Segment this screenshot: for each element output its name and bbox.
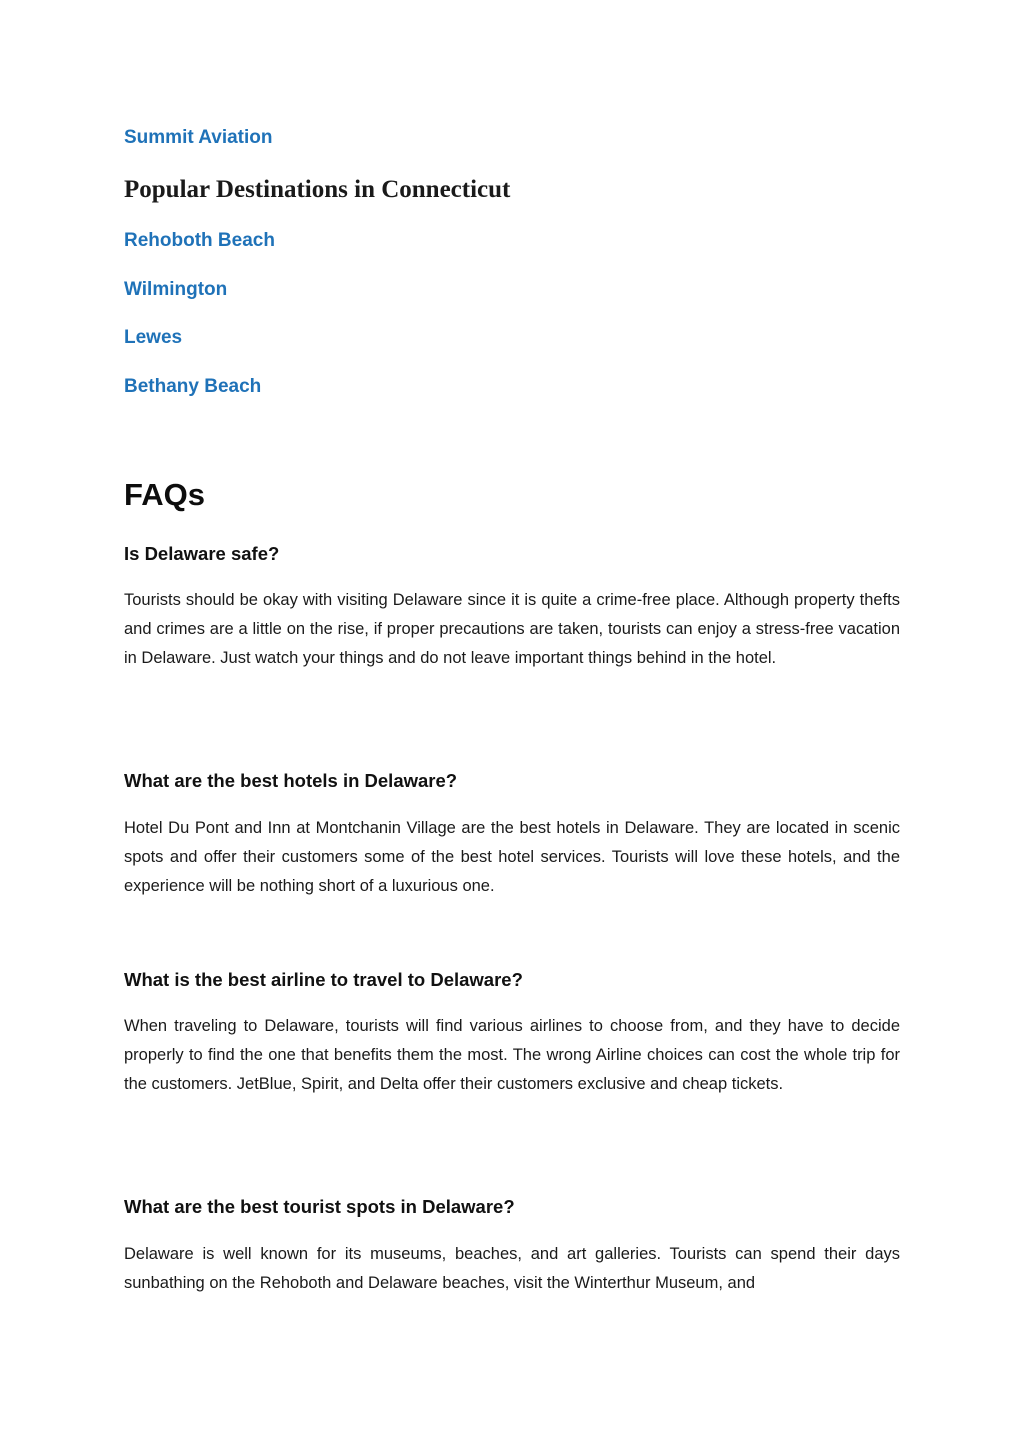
document-page bbox=[124, 0, 900, 1447]
destinations-title: Popular Destinations in Connecticut bbox=[124, 176, 511, 203]
faq-answer: When traveling to Delaware, tourists will find various airlines to choose from, and they have to decide properly to find the one that benefits them the most. The wrong Airline choices can cost the whole trip for the customers. JetBlue, Spirit, and Delta offer their customers exclusive and cheap tickets. bbox=[124, 1017, 900, 1093]
faqs-heading: FAQs bbox=[124, 477, 205, 512]
destination-link-wilmington[interactable]: Wilmington bbox=[124, 279, 228, 300]
faq-question: What are the best hotels in Delaware? bbox=[124, 770, 458, 791]
faq-answer: Hotel Du Pont and Inn at Montchanin Village are the best hotels in Delaware. They are located in scenic spots and offer their customers some of the best hotel services. Tourists will love these hotels, and the experience will be nothing short of a luxurious one. bbox=[124, 819, 900, 895]
faq-answer: Tourists should be okay with visiting Delaware since it is quite a crime-free place. Although property thefts and crimes are a little on the rise, if proper precautions are taken, tourists can enjoy a stress-free vacation in Delaware. Just watch your things and do not leave important things behind in the hotel. bbox=[124, 591, 900, 667]
destination-link-lewes[interactable]: Lewes bbox=[124, 327, 183, 348]
faq-question: What are the best tourist spots in Delaware? bbox=[124, 1196, 515, 1217]
faq-question: Is Delaware safe? bbox=[124, 543, 280, 564]
destination-link-rehoboth-beach[interactable]: Rehoboth Beach bbox=[124, 230, 275, 251]
summit-aviation-link[interactable]: Summit Aviation bbox=[124, 127, 273, 148]
faq-question: What is the best airline to travel to Delaware? bbox=[124, 969, 523, 990]
faq-answer: Delaware is well known for its museums, beaches, and art galleries. Tourists can spend their days sunbathing on the Rehoboth and Delaware beaches, visit the Winterthur Museum, and bbox=[124, 1245, 900, 1292]
destination-link-bethany-beach[interactable]: Bethany Beach bbox=[124, 376, 262, 397]
